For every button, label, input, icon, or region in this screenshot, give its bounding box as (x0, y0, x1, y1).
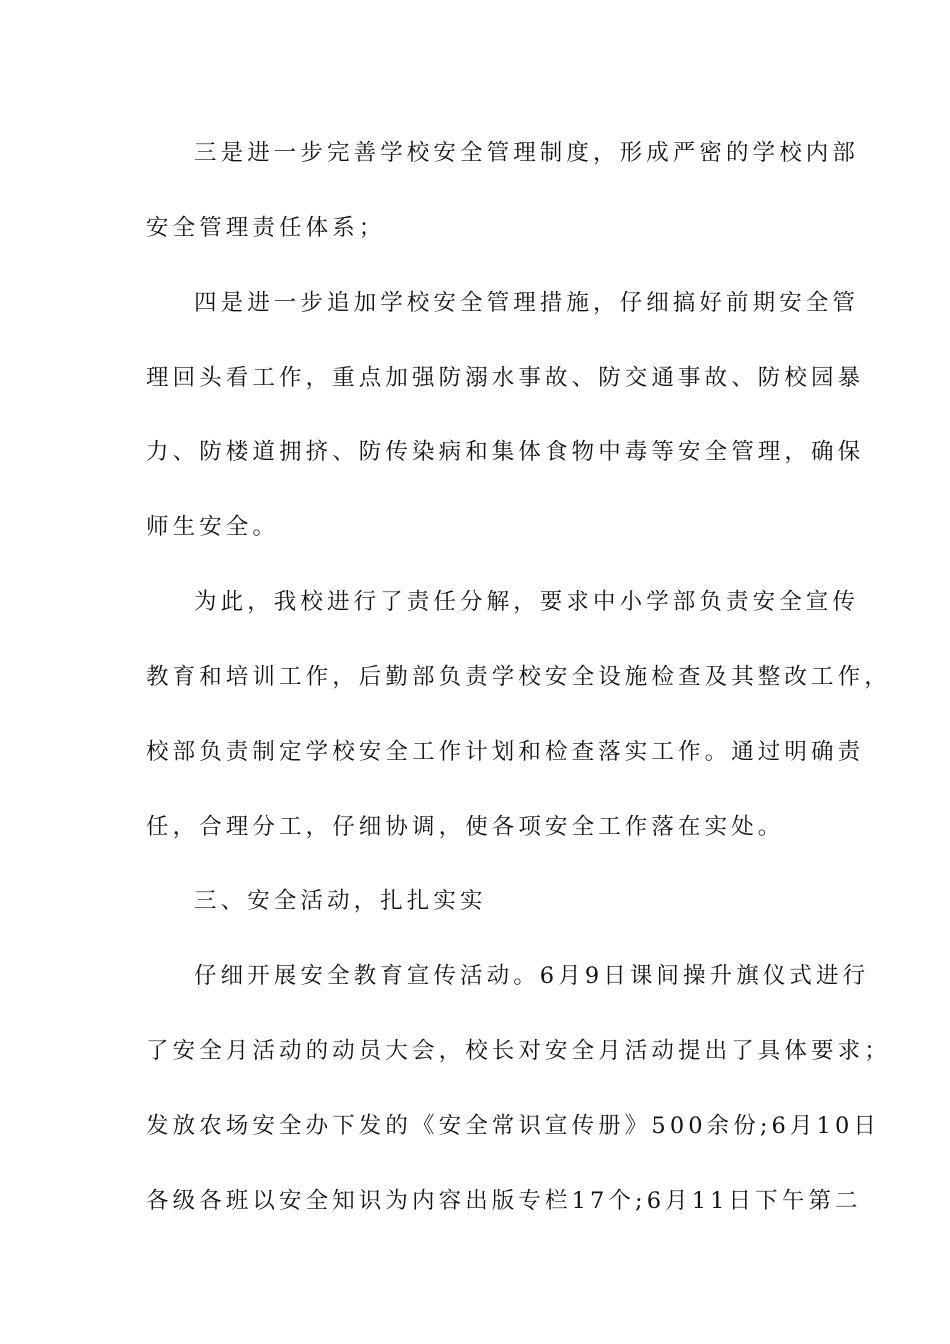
paragraph-line: 力、防楼道拥挤、防传染病和集体食物中毒等安全管理，确保 (146, 439, 865, 465)
paragraph-line: 教育和培训工作，后勤部负责学校安全设施检查及其整改工作， (146, 664, 891, 690)
paragraph-line: 三是进一步完善学校安全管理制度，形成严密的学校内部 (194, 140, 860, 166)
paragraph-line: 理回头看工作，重点加强防溺水事故、防交通事故、防校园暴 (146, 365, 865, 391)
paragraph-line: 校部负责制定学校安全工作计划和检查落实工作。通过明确责 (146, 739, 865, 765)
paragraph-line: 四是进一步追加学校安全管理措施，仔细搞好前期安全管 (194, 290, 860, 316)
paragraph-line: 任，合理分工，仔细协调，使各项安全工作落在实处。 (146, 814, 785, 840)
paragraph-line: 安全管理责任体系； (146, 215, 386, 241)
paragraph-line: 发放农场安全办下发的《安全常识宣传册》500余份;6月10日 (146, 1113, 880, 1139)
paragraph-line: 了安全月活动的动员大会，校长对安全月活动提出了具体要求； (146, 1038, 891, 1064)
section-heading: 三、安全活动，扎扎实实 (194, 888, 487, 914)
paragraph-line: 师生安全。 (146, 514, 280, 540)
paragraph-line: 为此，我校进行了责任分解，要求中小学部负责安全宣传 (194, 589, 860, 615)
paragraph-line: 仔细开展安全教育宣传活动。6月9日课间操升旗仪式进行 (194, 963, 870, 989)
paragraph-line: 各级各班以安全知识为内容出版专栏17个;6月11日下午第二 (146, 1188, 862, 1214)
